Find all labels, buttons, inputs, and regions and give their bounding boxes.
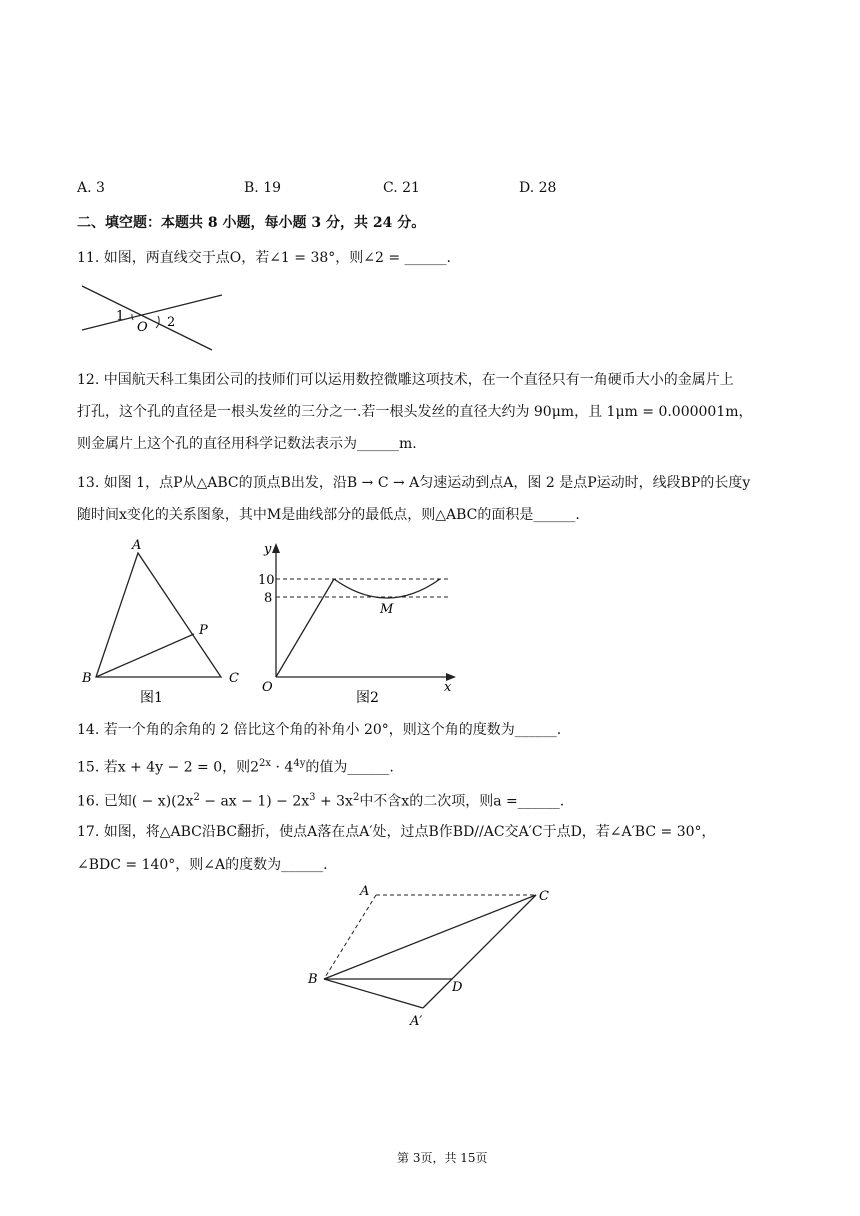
point-d-label: D: [452, 980, 463, 995]
question-16-sup-3: 2: [352, 792, 360, 803]
question-15-mid: · 4: [271, 759, 294, 776]
y-axis-label: y: [264, 542, 272, 557]
point-p-label: P: [199, 623, 208, 638]
question-16-sup-2: 3: [309, 792, 316, 803]
vertex-c-label: C: [229, 671, 239, 686]
question-15-sup-1: 2x: [259, 758, 272, 769]
q13-figure-2: [256, 535, 456, 705]
option-c: C. 21: [383, 180, 420, 196]
q11-figure: [78, 282, 228, 354]
figure-1-caption: 图1: [140, 690, 163, 706]
point-m-label: M: [380, 602, 394, 617]
point-a-prime-label: A′: [410, 1014, 423, 1029]
figure-2-caption: 图2: [356, 690, 379, 706]
option-d: D. 28: [519, 180, 557, 196]
point-b-label: B: [308, 972, 318, 987]
question-15-post: 的值为______.: [305, 759, 394, 776]
origin-label: O: [262, 680, 273, 695]
point-o-label: O: [137, 320, 148, 335]
section-title: 二、填空题：本题共 8 小题，每小题 3 分，共 24 分。: [77, 215, 426, 231]
point-c-label: C: [539, 889, 549, 904]
question-12-line-3: 则金属片上这个孔的直径用科学记数法表示为______m.: [77, 436, 417, 452]
vertex-a-label: A: [132, 538, 142, 553]
question-15-sup-2: 4y: [293, 758, 306, 769]
question-16-pre: 16. 已知( − x)(2x: [77, 793, 194, 810]
question-16-sup-1: 2: [193, 792, 200, 803]
question-17-line-2: ∠BDC = 140°，则∠A的度数为______.: [77, 857, 328, 873]
tick-8-label: 8: [264, 591, 273, 606]
question-13-line-1: 13. 如图 1，点P从△ABC的顶点B出发，沿B → C → A匀速运动到点A，图 2 是点P运动时，线段BP的长度y: [77, 475, 751, 491]
angle-2-label: 2: [167, 315, 176, 330]
question-12-line-1: 12. 中国航天科工集团公司的技师们可以运用数控微雕这项技术，在一个直径只有一角硬币大小的金属片上: [77, 372, 734, 388]
question-13-line-2: 随时间x变化的关系图象，其中M是曲线部分的最低点，则△ABC的面积是______.: [77, 507, 580, 523]
point-a-label: A: [360, 884, 370, 899]
x-axis-label: x: [444, 680, 452, 695]
question-17-line-1: 17. 如图，将△ABC沿BC翻折，使点A落在点A′处，过点B作BD//AC交A′C于点D，若∠A′BC = 30°，: [77, 824, 716, 840]
question-16-mid-2: + 3x: [315, 793, 353, 810]
page-footer: 第 3页，共 15页: [397, 1151, 488, 1165]
question-12-line-2: 打孔，这个孔的直径是一根头发丝的三分之一.若一根头发丝的直径大约为 90μm，且 1μm = 0.000001m，: [77, 404, 753, 420]
question-15: [77, 754, 394, 778]
tick-10-label: 10: [258, 573, 275, 588]
question-14: 14. 若一个角的余角的 2 倍比这个角的补角小 20°，则这个角的度数为______.: [77, 722, 562, 738]
question-15-pre: 15. 若x + 4y − 2 = 0，则2: [77, 759, 260, 776]
question-16-post: 中不含x的二次项，则a =______.: [359, 793, 565, 810]
question-16: [77, 788, 564, 812]
question-11: 11. 如图，两直线交于点O，若∠1 = 38°，则∠2 = ______.: [77, 250, 451, 266]
option-b: B. 19: [244, 180, 282, 196]
question-16-mid-1: − ax − 1) − 2x: [199, 793, 310, 810]
angle-1-label: 1: [116, 309, 125, 324]
q13-figure-1: [78, 535, 248, 705]
vertex-b-label: B: [82, 671, 92, 686]
q17-figure: [306, 880, 566, 1030]
option-a: A. 3: [77, 180, 105, 196]
